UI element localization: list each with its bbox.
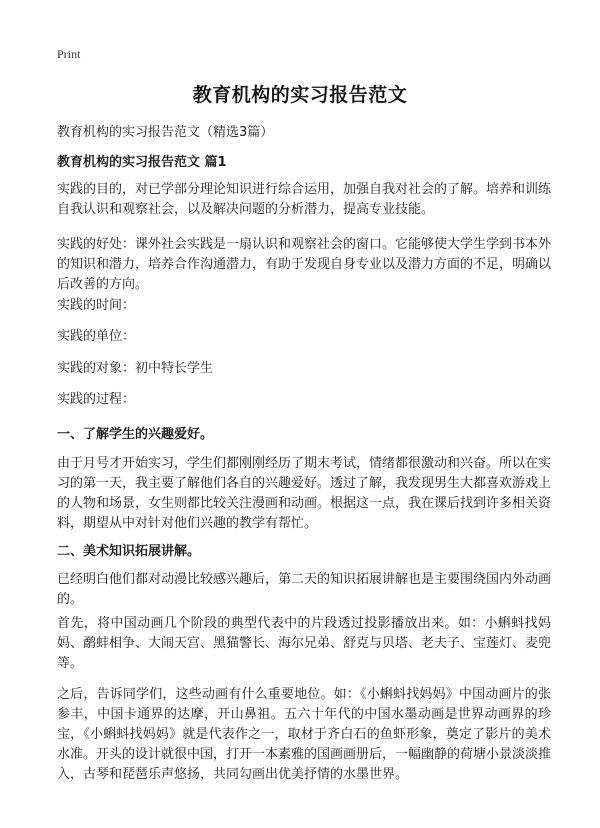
document-subtitle: 教育机构的实习报告范文（精选3篇） <box>57 125 274 140</box>
paragraph-art-2: 首先，将中国动画几个阶段的典型代表中的片段透过投影播放出来。如：小蝌蚪找妈妈、鹬蚌相争、大闹天宫、黑猫警长、海尔兄弟、舒克与贝塔、老夫子、宝莲灯、麦兜等。 <box>57 616 552 671</box>
paragraph-benefit: 实践的好处：课外社会实践是一扇认识和观察社会的窗口。它能够使大学生学到书本外的知识和潜力，培养合作沟通潜力，有助于发现自身专业以及潜力方面的不足，明确以后改善的方向。 <box>57 237 552 292</box>
paragraph-unit: 实践的单位： <box>57 329 136 344</box>
page-title: 教育机构的实习报告范文 <box>192 84 408 106</box>
paragraph-process: 实践的过程： <box>57 392 136 407</box>
article-heading: 教育机构的实习报告范文 篇1 <box>57 155 227 170</box>
section-heading-art: 二、美术知识拓展讲解。 <box>57 544 201 559</box>
paragraph-time: 实践的时间： <box>57 298 136 313</box>
paragraph-target: 实践的对象：初中特长学生 <box>57 361 214 376</box>
paragraph-art-1: 已经明白他们都对动漫比较感兴趣后，第二天的知识拓展讲解也是主要围绕国内外动画的。 <box>57 572 552 607</box>
paragraph-purpose: 实践的目的，对已学部分理论知识进行综合运用，加强自我对社会的了解。培养和训练自我认识和观察社会，以及解决问题的分析潜力，提高专业技能。 <box>57 182 552 217</box>
paragraph-art-3: 之后，告诉同学们，这些动画有什么重要地位。如：《小蝌蚪找妈妈》中国动画片的张参丰，中国卡通界的达摩，开山鼻祖。五六十年代的中国水墨动画是世界动画界的珍宝，《小蝌蚪找妈妈》就是代表作之一，取材于齐白石的鱼虾形象，奠定了影片的美术水准。开头的设计就很中国，打开一本素雅的国画画册后，一幅幽静的荷塘小景淡淡推入，古琴和琵琶乐声悠扬，共同勾画出优美抒情的水墨世界。 <box>57 687 552 782</box>
paragraph-interests: 由于月号才开始实习，学生们都刚刚经历了期末考试，情绪都很激动和兴奋。所以在实习的第一天，我主要了解他们各自的兴趣爱好。透过了解，我发现男生大都喜欢游戏上的人物和场景，女生则都比较关注漫画和动画。根据这一点，我在课后找到许多相关资料，期望从中对针对他们兴趣的教学有帮忙。 <box>57 456 552 531</box>
section-heading-interests: 一、了解学生的兴趣爱好。 <box>57 427 214 442</box>
print-link[interactable]: Print <box>57 47 81 61</box>
